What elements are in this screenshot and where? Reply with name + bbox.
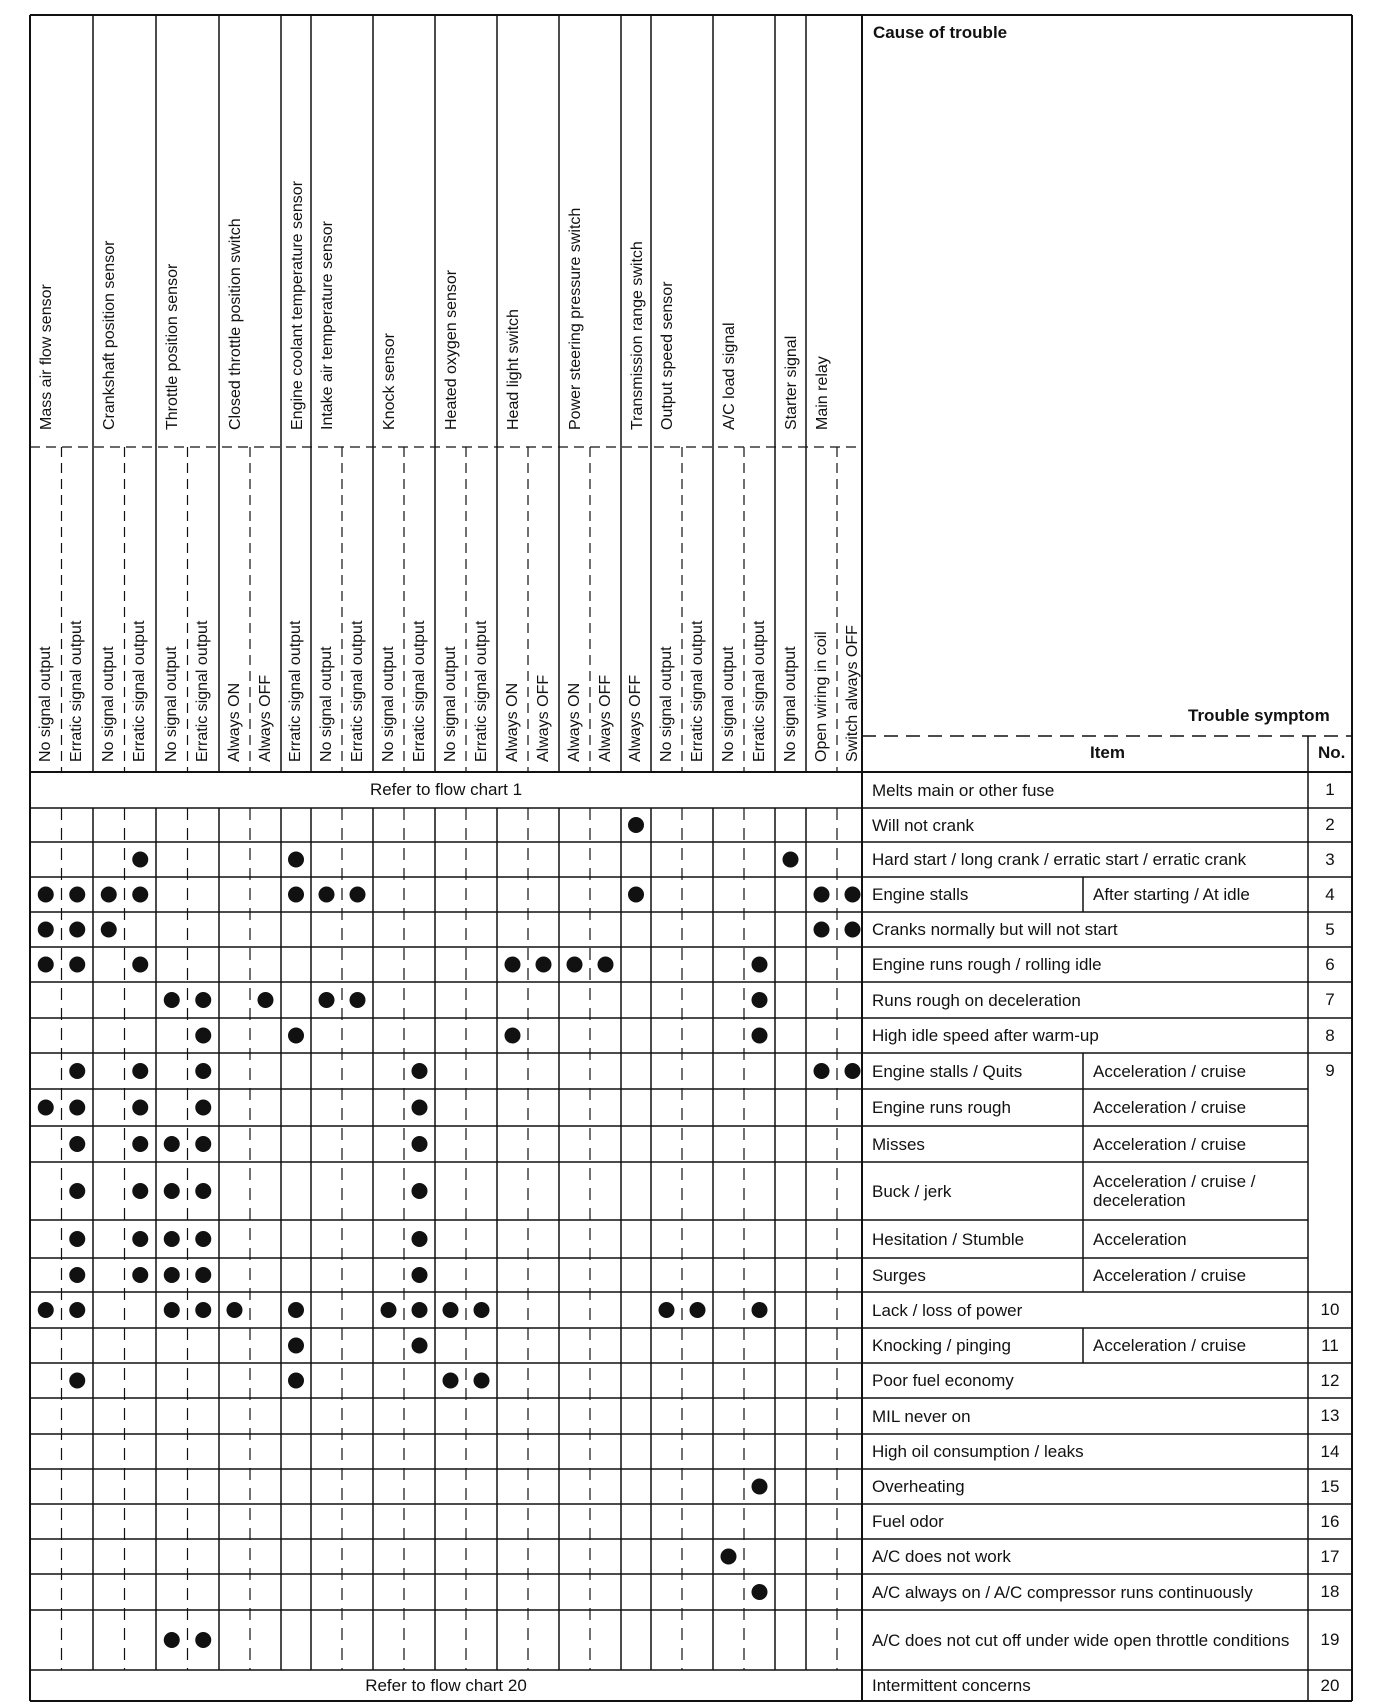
cause-dot: [783, 852, 799, 868]
condition-label: Always OFF: [627, 674, 644, 762]
symptom-item: Intermittent concerns: [872, 1676, 1031, 1695]
cause-dot: [164, 1302, 180, 1318]
cause-dot: [132, 957, 148, 973]
cause-dot: [567, 957, 583, 973]
symptom-item: Melts main or other fuse: [872, 780, 1055, 800]
cause-dot: [69, 1136, 85, 1152]
trouble-symptom-label: Trouble symptom: [1188, 706, 1330, 725]
symptom-number: 13: [1320, 1406, 1340, 1425]
cause-dot: [164, 992, 180, 1008]
cause-dot: [69, 887, 85, 903]
symptom-number: 3: [1325, 849, 1335, 869]
condition-label: Erratic signal output: [750, 620, 768, 762]
symptom-number: 8: [1325, 1025, 1335, 1045]
symptom-item: Engine runs rough: [872, 1098, 1011, 1117]
symptom-number: 4: [1325, 884, 1335, 904]
cause-dot: [412, 1302, 428, 1318]
cause-dot: [195, 1183, 211, 1199]
symptom-item: Surges: [872, 1265, 926, 1285]
cause-dot: [38, 887, 54, 903]
cause-dot: [132, 1183, 148, 1199]
symptom-condition: Acceleration / cruise: [1093, 1098, 1247, 1117]
symptom-number: 7: [1325, 990, 1335, 1009]
refer-flow-chart: Refer to flow chart 1: [369, 780, 523, 799]
cause-dot: [845, 1063, 861, 1079]
cause-dot: [69, 1373, 85, 1389]
symptom-number: 2: [1325, 815, 1335, 834]
cause-dot: [38, 1302, 54, 1318]
cause-dot: [412, 1231, 428, 1247]
symptom-number: 20: [1320, 1675, 1340, 1695]
symptom-item: Engine stalls: [872, 885, 969, 904]
cause-of-trouble-label: Cause of trouble: [873, 23, 1008, 42]
condition-label: Erratic signal output: [348, 620, 366, 762]
cause-dot: [101, 922, 117, 938]
cause-dot: [721, 1549, 737, 1565]
condition-label: Always ON: [503, 682, 521, 762]
cause-dot: [412, 1063, 428, 1079]
component-label: Knock sensor: [381, 333, 398, 430]
cause-dot: [195, 1302, 211, 1318]
component-label: Closed throttle position switch: [227, 218, 244, 430]
cause-dot: [195, 1231, 211, 1247]
cause-dot: [443, 1373, 459, 1389]
cause-dot: [288, 852, 304, 868]
symptom-item: A/C always on / A/C compressor runs continuously: [872, 1582, 1253, 1602]
cause-dot: [195, 1028, 211, 1044]
cause-dot: [288, 1373, 304, 1389]
cause-dot: [132, 1267, 148, 1283]
condition-label: No signal output: [99, 646, 117, 762]
condition-label: Switch always OFF: [843, 625, 861, 762]
condition-label: Always ON: [225, 682, 243, 762]
cause-dot: [319, 887, 335, 903]
cause-dot: [69, 922, 85, 938]
cause-dot: [814, 1063, 830, 1079]
cause-dot: [814, 922, 830, 938]
symptom-item: Engine stalls / Quits: [872, 1061, 1023, 1081]
condition-label: Erratic signal output: [68, 620, 86, 762]
cause-dot: [164, 1183, 180, 1199]
cause-dot: [69, 957, 85, 973]
cause-dot: [412, 1338, 428, 1354]
component-label: Main relay: [814, 356, 831, 430]
component-label: Transmission range switch: [629, 241, 646, 430]
symptom-condition: Acceleration / cruise: [1093, 1336, 1247, 1355]
symptom-condition: After starting / At idle: [1093, 885, 1250, 904]
cause-dot: [164, 1267, 180, 1283]
condition-label: Erratic signal output: [410, 620, 428, 762]
cause-dot: [132, 1231, 148, 1247]
symptom-condition: Acceleration / cruise / deceleration: [1093, 1172, 1256, 1210]
symptom-item: Hesitation / Stumble: [872, 1229, 1025, 1249]
cause-dot: [164, 1231, 180, 1247]
condition-label: No signal output: [317, 646, 335, 762]
symptom-number: 1: [1325, 780, 1335, 799]
symptom-number: 17: [1320, 1546, 1340, 1566]
cause-dot: [195, 1267, 211, 1283]
symptom-item: Lack / loss of power: [872, 1300, 1023, 1320]
condition-label: No signal output: [781, 646, 799, 762]
cause-dot: [38, 1100, 54, 1116]
symptom-item: Hard start / long crank / erratic start / erratic crank: [872, 850, 1247, 869]
condition-label: No signal output: [719, 646, 737, 762]
cause-dot: [752, 957, 768, 973]
symptom-condition: Acceleration / cruise: [1093, 1265, 1247, 1285]
cause-dot: [227, 1302, 243, 1318]
cause-dot: [69, 1100, 85, 1116]
condition-label: No signal output: [441, 646, 459, 762]
symptom-item: MIL never on: [872, 1406, 971, 1426]
item-column-header: Item: [1090, 743, 1125, 762]
cause-dot: [628, 887, 644, 903]
symptom-condition: Acceleration: [1093, 1229, 1187, 1249]
component-label: Head light switch: [505, 309, 522, 430]
cause-dot: [69, 1231, 85, 1247]
cause-dot: [132, 887, 148, 903]
cause-dot: [164, 1136, 180, 1152]
cause-dot: [288, 1028, 304, 1044]
cause-dot: [69, 1183, 85, 1199]
component-label: A/C load signal: [721, 322, 738, 430]
component-label: Engine coolant temperature sensor: [289, 180, 306, 430]
cause-dot: [69, 1302, 85, 1318]
condition-label: No signal output: [162, 646, 180, 762]
condition-label: No signal output: [36, 646, 54, 762]
symptom-number: 15: [1320, 1476, 1340, 1496]
condition-label: Erratic signal output: [287, 620, 304, 762]
cause-dot: [350, 992, 366, 1008]
symptom-number: 14: [1320, 1441, 1340, 1461]
cause-dot: [195, 1100, 211, 1116]
condition-label: Erratic signal output: [688, 620, 706, 762]
cause-dot: [381, 1302, 397, 1318]
symptom-number: 11: [1321, 1335, 1339, 1355]
condition-label: Open wiring in coil: [812, 631, 830, 762]
cause-dot: [132, 1100, 148, 1116]
component-label: Crankshaft position sensor: [101, 240, 118, 430]
symptom-item: Misses: [872, 1134, 925, 1154]
cause-dot: [628, 817, 644, 833]
cause-dot: [132, 1136, 148, 1152]
condition-label: Always OFF: [256, 674, 274, 762]
no-column-header: No.: [1318, 743, 1346, 762]
condition-label: No signal output: [379, 646, 397, 762]
cause-dot: [132, 852, 148, 868]
cause-dot: [38, 922, 54, 938]
cause-dot: [101, 887, 117, 903]
symptom-number: 6: [1325, 954, 1335, 974]
cause-dot: [350, 887, 366, 903]
cause-dot: [132, 1063, 148, 1079]
component-label: Heated oxygen sensor: [443, 269, 460, 430]
component-label: Output speed sensor: [659, 281, 676, 430]
cause-dot: [412, 1183, 428, 1199]
symptom-number: 19: [1320, 1630, 1340, 1649]
symptom-item: Will not crank: [872, 815, 975, 835]
cause-dot: [536, 957, 552, 973]
symptom-item: A/C does not cut off under wide open throttle conditions: [872, 1630, 1290, 1650]
symptom-number: 5: [1325, 919, 1335, 939]
component-label: Power steering pressure switch: [567, 207, 584, 430]
cause-dot: [69, 1267, 85, 1283]
cause-dot: [288, 1302, 304, 1318]
cause-dot: [412, 1267, 428, 1283]
cause-dot: [164, 1632, 180, 1648]
symptom-number: 12: [1320, 1370, 1340, 1390]
refer-flow-chart: Refer to flow chart 20: [365, 1675, 527, 1695]
cause-dot: [690, 1302, 706, 1318]
symptom-item: A/C does not work: [872, 1547, 1011, 1566]
symptom-condition: Acceleration / cruise: [1093, 1061, 1247, 1081]
cause-dot: [412, 1100, 428, 1116]
cause-dot: [814, 887, 830, 903]
component-label: Starter signal: [783, 335, 800, 430]
cause-dot: [69, 1063, 85, 1079]
cause-dot: [598, 957, 614, 973]
cause-dot: [288, 887, 304, 903]
symptom-item: High idle speed after warm-up: [872, 1026, 1099, 1045]
cause-dot: [288, 1338, 304, 1354]
cause-dot: [505, 957, 521, 973]
symptom-item: Fuel odor: [872, 1512, 944, 1531]
condition-label: Erratic signal output: [131, 620, 149, 762]
cause-dot: [752, 1302, 768, 1318]
condition-label: Always ON: [565, 682, 583, 762]
cause-dot: [752, 1028, 768, 1044]
symptom-item: Poor fuel economy: [872, 1371, 1014, 1390]
cause-dot: [474, 1373, 490, 1389]
symptom-number: 10: [1320, 1300, 1340, 1319]
condition-label: Always OFF: [534, 674, 552, 762]
cause-dot: [319, 992, 335, 1008]
symptom-item: Overheating: [872, 1477, 965, 1496]
symptom-item: Runs rough on deceleration: [872, 990, 1081, 1010]
cause-dot: [845, 922, 861, 938]
cause-dot: [752, 992, 768, 1008]
cause-dot: [845, 887, 861, 903]
component-label: Mass air flow sensor: [38, 284, 55, 430]
cause-dot: [195, 1063, 211, 1079]
symptom-item: Cranks normally but will not start: [872, 920, 1118, 939]
cause-dot: [195, 1632, 211, 1648]
cause-dot: [412, 1136, 428, 1152]
condition-label: Erratic signal output: [472, 620, 490, 762]
cause-dot: [258, 992, 274, 1008]
cause-dot: [38, 957, 54, 973]
symptom-item: High oil consumption / leaks: [872, 1442, 1084, 1461]
symptom-number: 9: [1325, 1061, 1335, 1080]
cause-dot: [474, 1302, 490, 1318]
symptom-item: Buck / jerk: [872, 1181, 952, 1201]
symptom-condition: Acceleration / cruise: [1093, 1134, 1247, 1154]
condition-label: No signal output: [657, 646, 675, 762]
symptom-number: 16: [1320, 1511, 1340, 1531]
symptom-item: Engine runs rough / rolling idle: [872, 955, 1102, 974]
condition-label: Always OFF: [596, 674, 614, 762]
symptom-item: Knocking / pinging: [872, 1336, 1011, 1355]
component-label: Intake air temperature sensor: [319, 221, 336, 430]
cause-dot: [659, 1302, 675, 1318]
cause-dot: [752, 1479, 768, 1495]
cause-dot: [443, 1302, 459, 1318]
cause-dot: [195, 1136, 211, 1152]
symptom-number: 18: [1320, 1582, 1340, 1601]
cause-dot: [195, 992, 211, 1008]
cause-dot: [505, 1028, 521, 1044]
cause-dot: [752, 1584, 768, 1600]
condition-label: Erratic signal output: [194, 620, 212, 762]
component-label: Throttle position sensor: [164, 263, 181, 430]
